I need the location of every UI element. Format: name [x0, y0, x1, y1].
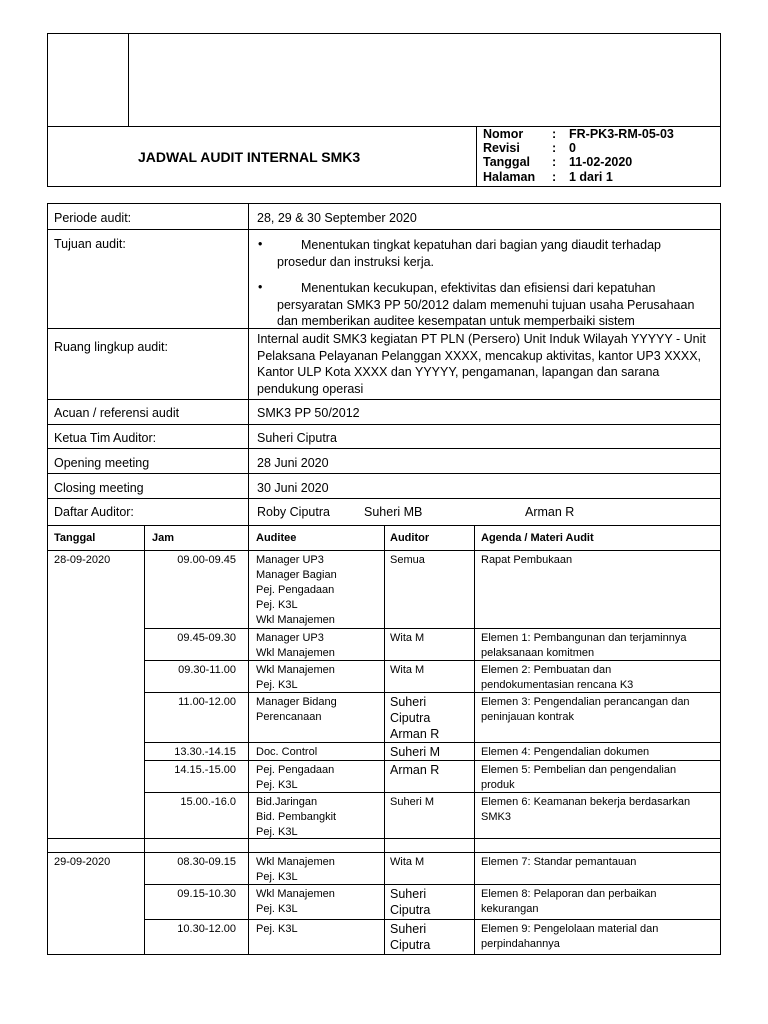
auditor-name: Suheri MB	[364, 505, 423, 519]
periode-label: Periode audit:	[54, 211, 132, 225]
schedule-agenda: Rapat Pembukaan	[481, 554, 573, 566]
schedule-row-line	[144, 692, 721, 693]
info-row-line	[47, 229, 721, 230]
logo-cell-divider	[128, 33, 129, 126]
schedule-agenda: Elemen 7: Standar pemantauan	[481, 856, 637, 868]
schedule-auditor: Arman R	[390, 763, 440, 777]
schedule-auditee: Manager UP3	[256, 632, 324, 644]
schedule-agenda: Elemen 8: Pelaporan dan perbaikan	[481, 888, 657, 900]
schedule-column-divider	[248, 526, 249, 955]
schedule-auditee: Wkl Manajemen	[256, 647, 335, 659]
acuan-label: Acuan / referensi audit	[54, 406, 180, 420]
schedule-time: 09.30-11.00	[178, 664, 236, 676]
auditor-name: Arman R	[525, 505, 575, 519]
schedule-time: 09.15-10.30	[177, 888, 236, 900]
schedule-auditee: Pej. Pengadaan	[256, 764, 335, 776]
schedule-row-line	[47, 838, 721, 839]
meta-value-tanggal: 11-02-2020	[569, 155, 633, 169]
schedule-time: 08.30-09.15	[177, 856, 236, 868]
schedule-auditee: Wkl Manajemen	[256, 856, 335, 868]
schedule-row-line	[47, 852, 721, 853]
schedule-auditor: Suheri	[390, 695, 427, 709]
meta-value-revisi: 0	[569, 141, 576, 155]
schedule-header-jam: Jam	[152, 532, 175, 544]
schedule-auditor: Suheri	[390, 887, 427, 901]
schedule-auditee: Wkl Manajemen	[256, 614, 335, 626]
schedule-agenda: Elemen 5: Pembelian dan pengendalian	[481, 764, 677, 776]
tujuan-point-2-line-1: Menentukan kecukupan, efektivitas dan efisiensi dari kepatuhan	[301, 281, 656, 295]
schedule-time: 10.30-12.00	[177, 923, 236, 935]
schedule-agenda: Elemen 4: Pengendalian dokumen	[481, 746, 650, 758]
schedule-auditee: Manager Bagian	[256, 569, 337, 581]
schedule-auditee: Wkl Manajemen	[256, 664, 335, 676]
schedule-auditee: Bid. Pembangkit	[256, 811, 337, 823]
schedule-row-line	[144, 760, 721, 761]
info-row-line	[47, 448, 721, 449]
info-column-divider	[248, 203, 249, 526]
schedule-agenda: pendokumentasian rencana K3	[481, 679, 634, 691]
ruang-lingkup-label: Ruang lingkup audit:	[54, 340, 168, 354]
schedule-auditee: Pej. K3L	[256, 599, 298, 611]
daftar-auditor-label: Daftar Auditor:	[54, 505, 134, 519]
schedule-column-divider	[384, 526, 385, 955]
info-row-line	[47, 399, 721, 400]
tujuan-point-2-line-3: dan memberikan auditee kesempatan untuk memperbaiki sistem	[277, 314, 635, 328]
schedule-row-line	[144, 742, 721, 743]
schedule-auditor: Suheri M	[390, 796, 435, 808]
schedule-time: 14.15.-15.00	[174, 764, 236, 776]
opening-value: 28 Juni 2020	[257, 456, 329, 470]
schedule-auditee: Pej. K3L	[256, 779, 298, 791]
meta-label-halaman: Halaman	[483, 170, 536, 184]
document-title: JADWAL AUDIT INTERNAL SMK3	[138, 149, 361, 165]
schedule-auditor: Wita M	[390, 632, 425, 644]
schedule-time: 13.30.-14.15	[174, 746, 236, 758]
schedule-agenda: Elemen 9: Pengelolaan material dan	[481, 923, 659, 935]
schedule-header-auditor: Auditor	[390, 532, 430, 544]
opening-label: Opening meeting	[54, 456, 150, 470]
schedule-auditee: Pej. K3L	[256, 903, 298, 915]
meta-label-tanggal: Tanggal	[483, 155, 530, 169]
schedule-auditor: Suheri M	[390, 745, 441, 759]
schedule-auditor: Ciputra	[390, 938, 431, 952]
schedule-agenda: perpindahannya	[481, 938, 560, 950]
meta-label-revisi: Revisi	[483, 141, 520, 155]
schedule-agenda: SMK3	[481, 811, 511, 823]
schedule-agenda: Elemen 2: Pembuatan dan	[481, 664, 612, 676]
schedule-agenda: kekurangan	[481, 903, 539, 915]
schedule-time: 09.45-09.30	[177, 632, 236, 644]
ketua-label: Ketua Tim Auditor:	[54, 431, 157, 445]
info-row-line	[47, 498, 721, 499]
schedule-row-line	[144, 792, 721, 793]
schedule-auditee: Pej. K3L	[256, 679, 298, 691]
schedule-auditor: Wita M	[390, 664, 425, 676]
tujuan-point-1-line-2: prosedur dan instruksi kerja.	[277, 255, 435, 269]
meta-value-halaman: 1 dari 1	[569, 170, 613, 184]
schedule-row-line	[144, 919, 721, 920]
schedule-agenda: Elemen 6: Keamanan bekerja berdasarkan	[481, 796, 691, 808]
periode-value: 28, 29 & 30 September 2020	[257, 211, 417, 225]
schedule-agenda: Elemen 1: Pembangunan dan terjaminnya	[481, 632, 687, 644]
ruang-lingkup-line-2: Pelaksana Pelayanan Pelanggan XXXX, mencakup aktivitas, kantor UP3 XXXX,	[257, 349, 702, 363]
schedule-auditor: Ciputra	[390, 903, 431, 917]
schedule-auditor: Semua	[390, 554, 425, 566]
schedule-date: 28-09-2020	[54, 554, 111, 566]
ruang-lingkup-line-3: Kantor ULP Kota XXXX dan YYYYY, pengamanan, lapangan dan sarana	[257, 365, 660, 379]
auditor-name: Roby Ciputra	[257, 505, 330, 519]
closing-value: 30 Juni 2020	[257, 481, 329, 495]
schedule-header-tanggal: Tanggal	[54, 532, 96, 544]
schedule-row-line	[144, 884, 721, 885]
schedule-auditor: Suheri	[390, 922, 427, 936]
info-row-line	[47, 473, 721, 474]
schedule-row-line	[144, 660, 721, 661]
schedule-auditee: Pej. Pengadaan	[256, 584, 335, 596]
meta-divider	[476, 126, 477, 187]
schedule-agenda: produk	[481, 779, 515, 791]
meta-value-nomor: FR-PK3-RM-05-03	[569, 127, 674, 141]
schedule-auditee: Manager UP3	[256, 554, 324, 566]
tujuan-label: Tujuan audit:	[54, 237, 126, 251]
schedule-auditee: Pej. K3L	[256, 923, 298, 935]
schedule-agenda: peninjauan kontrak	[481, 711, 574, 723]
ruang-lingkup-line-1: Internal audit SMK3 kegiatan PT PLN (Persero) Unit Induk Wilayah YYYYY - Unit	[257, 332, 706, 346]
info-row-line	[47, 424, 721, 425]
bullet-icon: •	[258, 280, 263, 294]
meta-label-nomor: Nomor	[483, 127, 524, 141]
tujuan-point-2-line-2: persyaratan SMK3 PP 50/2012 dalam memenuhi tujuan usaha Perusahaan	[277, 298, 695, 312]
schedule-auditor: Ciputra	[390, 711, 431, 725]
schedule-auditee: Doc. Control	[256, 746, 318, 758]
meta-sep: :	[552, 155, 557, 169]
schedule-auditee: Bid.Jaringan	[256, 796, 318, 808]
bullet-icon: •	[258, 237, 263, 251]
ruang-lingkup-line-4: pendukung operasi	[257, 382, 364, 396]
schedule-auditee: Pej. K3L	[256, 871, 298, 883]
schedule-agenda: Elemen 3: Pengendalian perancangan dan	[481, 696, 690, 708]
schedule-auditee: Perencanaan	[256, 711, 322, 723]
schedule-column-divider	[474, 526, 475, 955]
acuan-value: SMK3 PP 50/2012	[257, 406, 360, 420]
schedule-time: 09.00-09.45	[177, 554, 236, 566]
ketua-value: Suheri Ciputra	[257, 431, 337, 445]
schedule-agenda: pelaksanaan komitmen	[481, 647, 595, 659]
schedule-time: 11.00-12.00	[178, 696, 236, 708]
schedule-auditee: Manager Bidang	[256, 696, 337, 708]
meta-sep: :	[552, 170, 557, 184]
schedule-auditor: Wita M	[390, 856, 425, 868]
meta-sep: :	[552, 127, 557, 141]
schedule-header-agenda-materi-audit: Agenda / Materi Audit	[481, 532, 594, 544]
schedule-header-auditee: Auditee	[256, 532, 297, 544]
schedule-auditee: Pej. K3L	[256, 826, 298, 838]
schedule-header-line	[47, 550, 721, 551]
schedule-row-line	[144, 628, 721, 629]
schedule-auditee: Wkl Manajemen	[256, 888, 335, 900]
schedule-auditor: Arman R	[390, 727, 440, 741]
schedule-time: 15.00.-16.0	[180, 796, 236, 808]
schedule-date: 29-09-2020	[54, 856, 111, 868]
tujuan-point-1-line-1: Menentukan tingkat kepatuhan dari bagian yang diaudit terhadap	[301, 238, 661, 252]
closing-label: Closing meeting	[54, 481, 144, 495]
meta-sep: :	[552, 141, 557, 155]
